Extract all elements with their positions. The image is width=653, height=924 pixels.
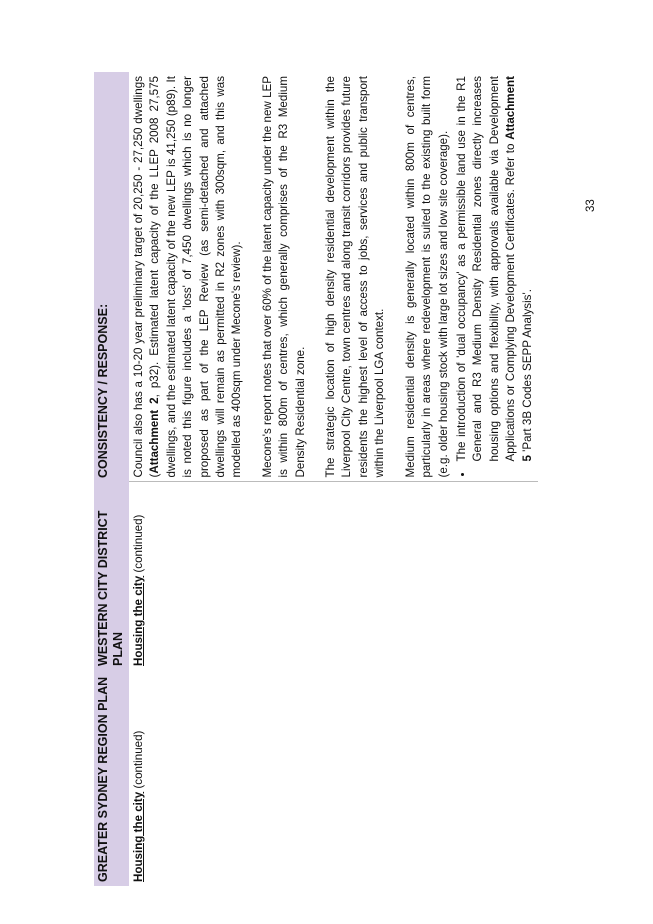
page-number: 33 [585,199,597,212]
cell-response [129,72,538,482]
response-paragraph-2: Mecone's report notes that over 60% of the latent capacity under the new LEP is within 800m of centres, which generally comprises of the R3 Medium Density Residential zone. [260,76,307,478]
rotated-page [94,0,653,886]
cell-region-plan [129,670,538,886]
district-section-title: Housing the city [132,575,145,666]
attachment-5-ref: Attachment 5 [504,76,534,462]
table-row [129,72,538,886]
response-paragraph-3: The strategic location of high density residential development within the Liverpool City Centre, town centres and along transit corridors provides future residents the highest level of access to jobs, services and public transport within the Liverpool LGA context. [324,76,387,478]
response-paragraph-4: Medium residential density is generally located within 800m of centres, particularly in areas where redevelopment is suited to the existing built form (e.g. older housing stock with large lot sizes and low site coverage). [403,76,450,478]
table-header-row [94,72,129,886]
response-paragraph-1: Council also has a 10-20 year preliminary target of 20,250 - 27,250 dwellings (Attachment 2, p32). Estimated latent capacity of the LLEP 2008 27,575 dwellings, and the estimated latent capacity of the new LEP is 41,250 (p89). It is noted this figure includes a 'loss' of 7,450 dwellings which is no longer proposed as part of the LEP Review (as semi-detached and attached dwellings will remain as permitted in R2 zones with 300sqm, and this was modelled as 400sqm under Mecone's review). [132,76,244,478]
attachment-2-ref: Attachment 2 [148,397,162,474]
consistency-table [94,72,538,886]
district-section-suffix: (continued) [132,514,145,576]
header-region-plan: GREATER SYDNEY REGION PLAN [94,670,129,886]
header-district-plan: WESTERN CITY DISTRICT PLAN [94,482,129,670]
region-section-title: Housing the city [132,791,145,882]
header-consistency: CONSISTENCY / RESPONSE: [94,72,129,482]
cell-district-plan [129,482,538,670]
region-section-suffix: (continued) [132,730,145,792]
list-item: • The introduction of 'dual occupancy' as a permissible land use in the R1 General and R3 Medium Density Residential zones directly increases housing options and flexibility, with approvals available via Development Applications or Complying Development Certificates. Refer to Attachment 5 'Part 3B Codes SEPP Analysis'. [454,76,536,464]
response-bullet-list [454,76,536,478]
